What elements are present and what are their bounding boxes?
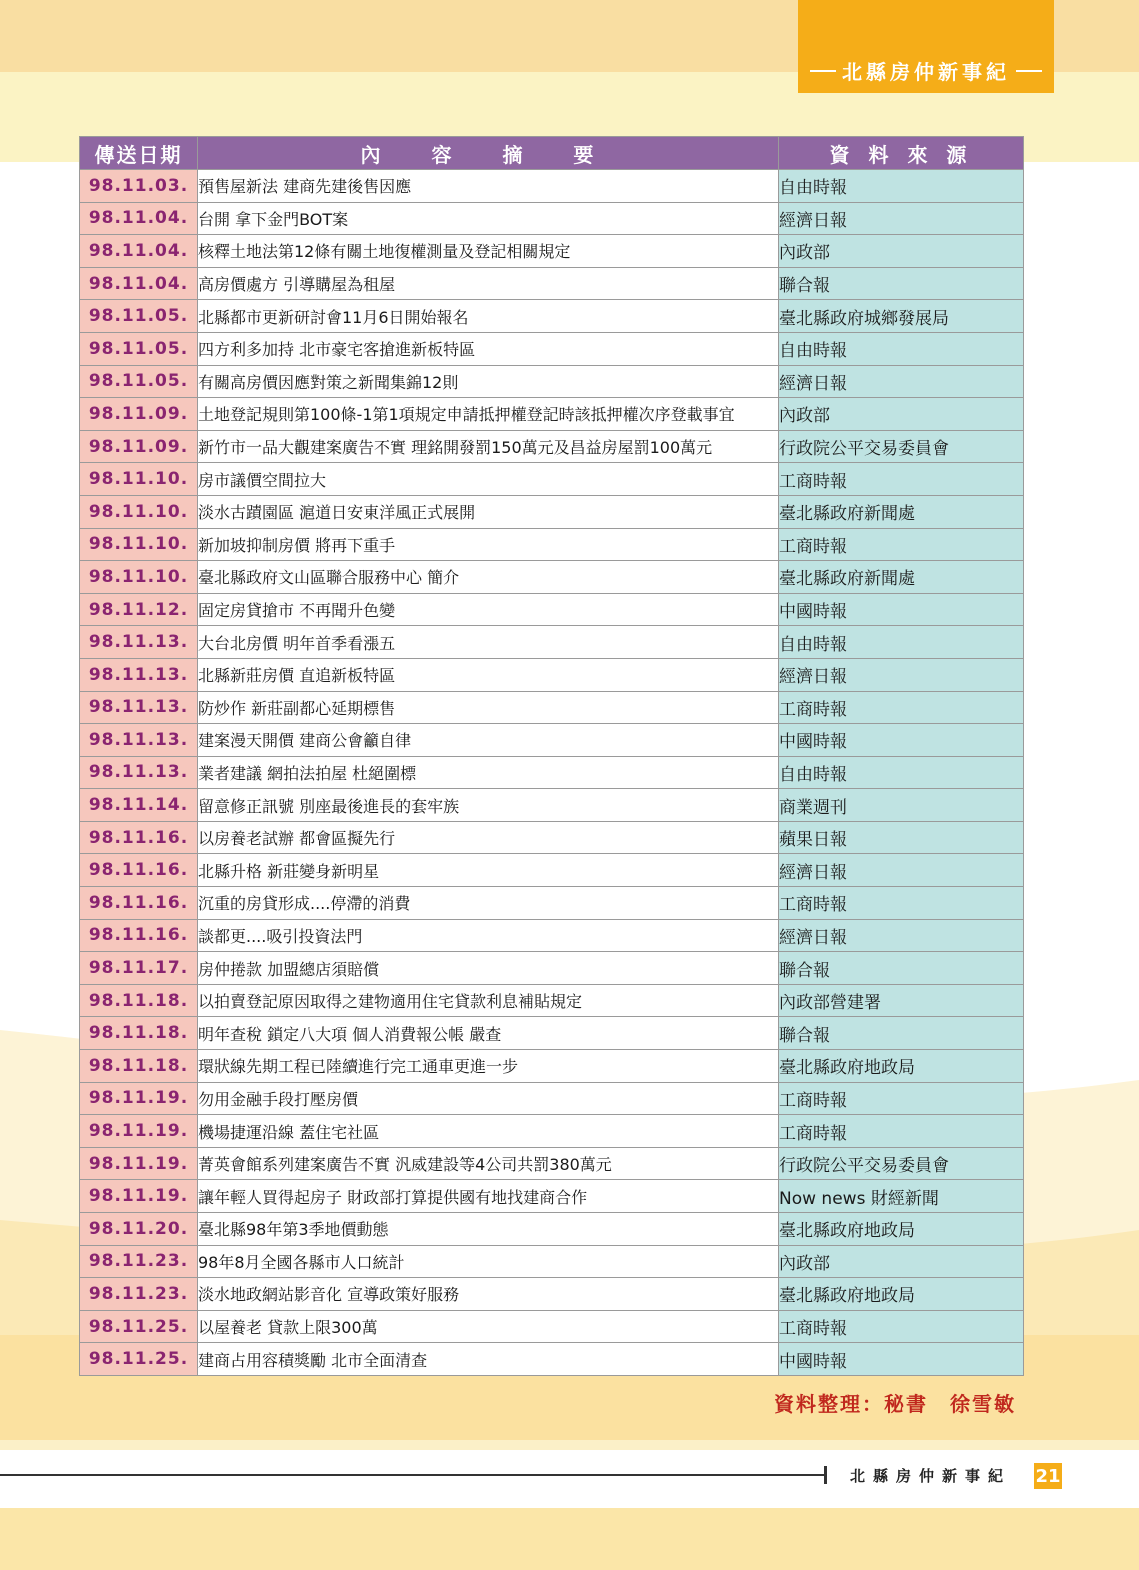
cell-summary: 98年8月全國各縣市人口統計	[198, 1245, 779, 1278]
cell-summary: 北縣都市更新研討會11月6日開始報名	[198, 300, 779, 333]
cell-date: 98.11.16.	[80, 887, 198, 920]
cell-source: 經濟日報	[779, 854, 1024, 887]
cell-source: 聯合報	[779, 1017, 1024, 1050]
table-body	[80, 170, 1024, 1376]
footer-rule	[0, 1474, 826, 1476]
table-row	[80, 658, 1024, 691]
table-header-row	[80, 137, 1024, 170]
cell-source: 工商時報	[779, 887, 1024, 920]
cell-date: 98.11.19.	[80, 1147, 198, 1180]
header-title: 北縣房仲新事紀	[842, 60, 1010, 84]
cell-source: 經濟日報	[779, 658, 1024, 691]
cell-summary: 北縣新莊房價 直追新板特區	[198, 658, 779, 691]
cell-source: 臺北縣政府城鄉發展局	[779, 300, 1024, 333]
table-row	[80, 1050, 1024, 1083]
cell-summary: 房仲捲款 加盟總店須賠償	[198, 952, 779, 985]
cell-summary: 高房價處方 引導購屋為租屋	[198, 267, 779, 300]
table-row	[80, 300, 1024, 333]
cell-date: 98.11.09.	[80, 430, 198, 463]
cell-summary: 沉重的房貸形成....停滯的消費	[198, 887, 779, 920]
cell-source: 商業週刊	[779, 789, 1024, 822]
cell-summary: 機場捷運沿線 蓋住宅社區	[198, 1115, 779, 1148]
table-row	[80, 463, 1024, 496]
cell-date: 98.11.18.	[80, 984, 198, 1017]
cell-summary: 新加坡抑制房價 將再下重手	[198, 528, 779, 561]
cell-source: 內政部	[779, 398, 1024, 431]
cell-date: 98.11.13.	[80, 658, 198, 691]
table-row	[80, 887, 1024, 920]
cell-date: 98.11.25.	[80, 1310, 198, 1343]
cell-summary: 明年查稅 鎖定八大項 個人消費報公帳 嚴查	[198, 1017, 779, 1050]
dash-right	[1016, 70, 1042, 72]
cell-date: 98.11.05.	[80, 332, 198, 365]
cell-date: 98.11.23.	[80, 1245, 198, 1278]
cell-summary: 以屋養老 貸款上限300萬	[198, 1310, 779, 1343]
table-row	[80, 1147, 1024, 1180]
table-row	[80, 202, 1024, 235]
news-log-table	[79, 136, 1024, 1376]
cell-source: 中國時報	[779, 1343, 1024, 1376]
table-row	[80, 919, 1024, 952]
cell-date: 98.11.12.	[80, 593, 198, 626]
cell-source: 臺北縣政府新聞處	[779, 495, 1024, 528]
header-tab	[798, 0, 1054, 93]
cell-date: 98.11.13.	[80, 724, 198, 757]
cell-summary: 業者建議 網拍法拍屋 杜絕圍標	[198, 756, 779, 789]
cell-source: 行政院公平交易委員會	[779, 1147, 1024, 1180]
table-row	[80, 528, 1024, 561]
cell-source: 蘋果日報	[779, 821, 1024, 854]
table-row	[80, 593, 1024, 626]
cell-summary: 核釋土地法第12條有關土地復權測量及登記相關規定	[198, 235, 779, 268]
table-row	[80, 1213, 1024, 1246]
cell-source: 自由時報	[779, 756, 1024, 789]
cell-source: 經濟日報	[779, 919, 1024, 952]
cell-summary: 臺北縣政府文山區聯合服務中心 簡介	[198, 561, 779, 594]
cell-summary: 建商占用容積獎勵 北市全面清查	[198, 1343, 779, 1376]
cell-date: 98.11.13.	[80, 626, 198, 659]
cell-summary: 防炒作 新莊副都心延期標售	[198, 691, 779, 724]
cell-source: 自由時報	[779, 170, 1024, 203]
table-row	[80, 854, 1024, 887]
dash-left	[810, 70, 836, 72]
cell-summary: 談都更....吸引投資法門	[198, 919, 779, 952]
cell-date: 98.11.04.	[80, 235, 198, 268]
cell-summary: 淡水地政網站影音化 宣導政策好服務	[198, 1278, 779, 1311]
cell-source: 內政部營建署	[779, 984, 1024, 1017]
cell-date: 98.11.13.	[80, 756, 198, 789]
footer-band	[0, 1508, 1139, 1570]
cell-date: 98.11.16.	[80, 821, 198, 854]
cell-summary: 讓年輕人買得起房子 財政部打算提供國有地找建商合作	[198, 1180, 779, 1213]
cell-summary: 土地登記規則第100條-1第1項規定申請抵押權登記時該抵押權次序登載事宜	[198, 398, 779, 431]
cell-source: 自由時報	[779, 626, 1024, 659]
cell-date: 98.11.04.	[80, 267, 198, 300]
cell-summary: 菁英會館系列建案廣告不實 汎威建設等4公司共罰380萬元	[198, 1147, 779, 1180]
cell-summary: 台開 拿下金門BOT案	[198, 202, 779, 235]
table-row	[80, 365, 1024, 398]
table-row	[80, 235, 1024, 268]
column-header-source: 資 料 來 源	[779, 137, 1024, 170]
cell-date: 98.11.10.	[80, 528, 198, 561]
column-header-summary: 內 容 摘 要	[198, 137, 779, 170]
table-row	[80, 332, 1024, 365]
cell-source: 內政部	[779, 1245, 1024, 1278]
cell-source: 工商時報	[779, 528, 1024, 561]
cell-date: 98.11.19.	[80, 1082, 198, 1115]
table-row	[80, 984, 1024, 1017]
table-row	[80, 1245, 1024, 1278]
cell-source: 內政部	[779, 235, 1024, 268]
cell-summary: 建案漫天開價 建商公會籲自律	[198, 724, 779, 757]
table-row	[80, 170, 1024, 203]
cell-source: 工商時報	[779, 691, 1024, 724]
cell-source: Now news 財經新聞	[779, 1180, 1024, 1213]
table-row	[80, 1278, 1024, 1311]
page-number: 21	[1034, 1463, 1062, 1489]
cell-date: 98.11.05.	[80, 300, 198, 333]
cell-source: 聯合報	[779, 952, 1024, 985]
cell-date: 98.11.03.	[80, 170, 198, 203]
table-row	[80, 1343, 1024, 1376]
cell-source: 臺北縣政府地政局	[779, 1050, 1024, 1083]
table-row	[80, 724, 1024, 757]
cell-date: 98.11.04.	[80, 202, 198, 235]
cell-date: 98.11.13.	[80, 691, 198, 724]
table-row	[80, 267, 1024, 300]
cell-summary: 北縣升格 新莊變身新明星	[198, 854, 779, 887]
cell-source: 臺北縣政府地政局	[779, 1213, 1024, 1246]
cell-date: 98.11.16.	[80, 854, 198, 887]
cell-source: 經濟日報	[779, 202, 1024, 235]
table-row	[80, 1017, 1024, 1050]
bottom-band	[0, 1440, 1139, 1450]
cell-summary: 有關高房價因應對策之新聞集錦12則	[198, 365, 779, 398]
cell-source: 聯合報	[779, 267, 1024, 300]
table-row	[80, 1115, 1024, 1148]
cell-summary: 房市議價空間拉大	[198, 463, 779, 496]
table-row	[80, 952, 1024, 985]
cell-source: 行政院公平交易委員會	[779, 430, 1024, 463]
cell-summary: 留意修正訊號 別座最後進長的套牢族	[198, 789, 779, 822]
cell-source: 工商時報	[779, 1082, 1024, 1115]
table-row	[80, 1180, 1024, 1213]
cell-summary: 大台北房價 明年首季看漲五	[198, 626, 779, 659]
cell-date: 98.11.05.	[80, 365, 198, 398]
cell-source: 經濟日報	[779, 365, 1024, 398]
table-row	[80, 1310, 1024, 1343]
table-row	[80, 398, 1024, 431]
table-row	[80, 626, 1024, 659]
cell-source: 工商時報	[779, 463, 1024, 496]
table-row	[80, 495, 1024, 528]
cell-summary: 四方利多加持 北市豪宅客搶進新板特區	[198, 332, 779, 365]
cell-source: 臺北縣政府地政局	[779, 1278, 1024, 1311]
cell-source: 中國時報	[779, 724, 1024, 757]
column-header-date: 傳送日期	[80, 137, 198, 170]
cell-date: 98.11.17.	[80, 952, 198, 985]
table-row	[80, 561, 1024, 594]
cell-date: 98.11.09.	[80, 398, 198, 431]
cell-summary: 預售屋新法 建商先建後售因應	[198, 170, 779, 203]
cell-date: 98.11.19.	[80, 1180, 198, 1213]
table-row	[80, 756, 1024, 789]
table-row	[80, 691, 1024, 724]
cell-date: 98.11.16.	[80, 919, 198, 952]
cell-source: 中國時報	[779, 593, 1024, 626]
cell-source: 工商時報	[779, 1115, 1024, 1148]
footer-title: 北縣房仲新事紀	[850, 1467, 1012, 1485]
cell-date: 98.11.23.	[80, 1278, 198, 1311]
cell-summary: 固定房貸搶市 不再聞升色變	[198, 593, 779, 626]
compiled-by: 資料整理：秘書 徐雪敏	[774, 1392, 1016, 1416]
cell-summary: 環狀線先期工程已陸續進行完工通車更進一步	[198, 1050, 779, 1083]
table-row	[80, 789, 1024, 822]
cell-summary: 以房養老試辦 都會區擬先行	[198, 821, 779, 854]
cell-date: 98.11.19.	[80, 1115, 198, 1148]
cell-source: 自由時報	[779, 332, 1024, 365]
footer-rule-tick	[824, 1466, 827, 1484]
cell-summary: 勿用金融手段打壓房價	[198, 1082, 779, 1115]
cell-date: 98.11.18.	[80, 1017, 198, 1050]
cell-summary: 淡水古蹟園區 滬道日安東洋風正式展開	[198, 495, 779, 528]
cell-date: 98.11.10.	[80, 561, 198, 594]
table-row	[80, 821, 1024, 854]
cell-summary: 新竹市一品大觀建案廣告不實 理銘開發罰150萬元及昌益房屋罰100萬元	[198, 430, 779, 463]
cell-summary: 以拍賣登記原因取得之建物適用住宅貸款利息補貼規定	[198, 984, 779, 1017]
table-row	[80, 1082, 1024, 1115]
cell-date: 98.11.10.	[80, 495, 198, 528]
cell-summary: 臺北縣98年第3季地價動態	[198, 1213, 779, 1246]
table-row	[80, 430, 1024, 463]
cell-date: 98.11.14.	[80, 789, 198, 822]
cell-source: 臺北縣政府新聞處	[779, 561, 1024, 594]
cell-date: 98.11.18.	[80, 1050, 198, 1083]
cell-date: 98.11.10.	[80, 463, 198, 496]
cell-date: 98.11.20.	[80, 1213, 198, 1246]
cell-source: 工商時報	[779, 1310, 1024, 1343]
cell-date: 98.11.25.	[80, 1343, 198, 1376]
